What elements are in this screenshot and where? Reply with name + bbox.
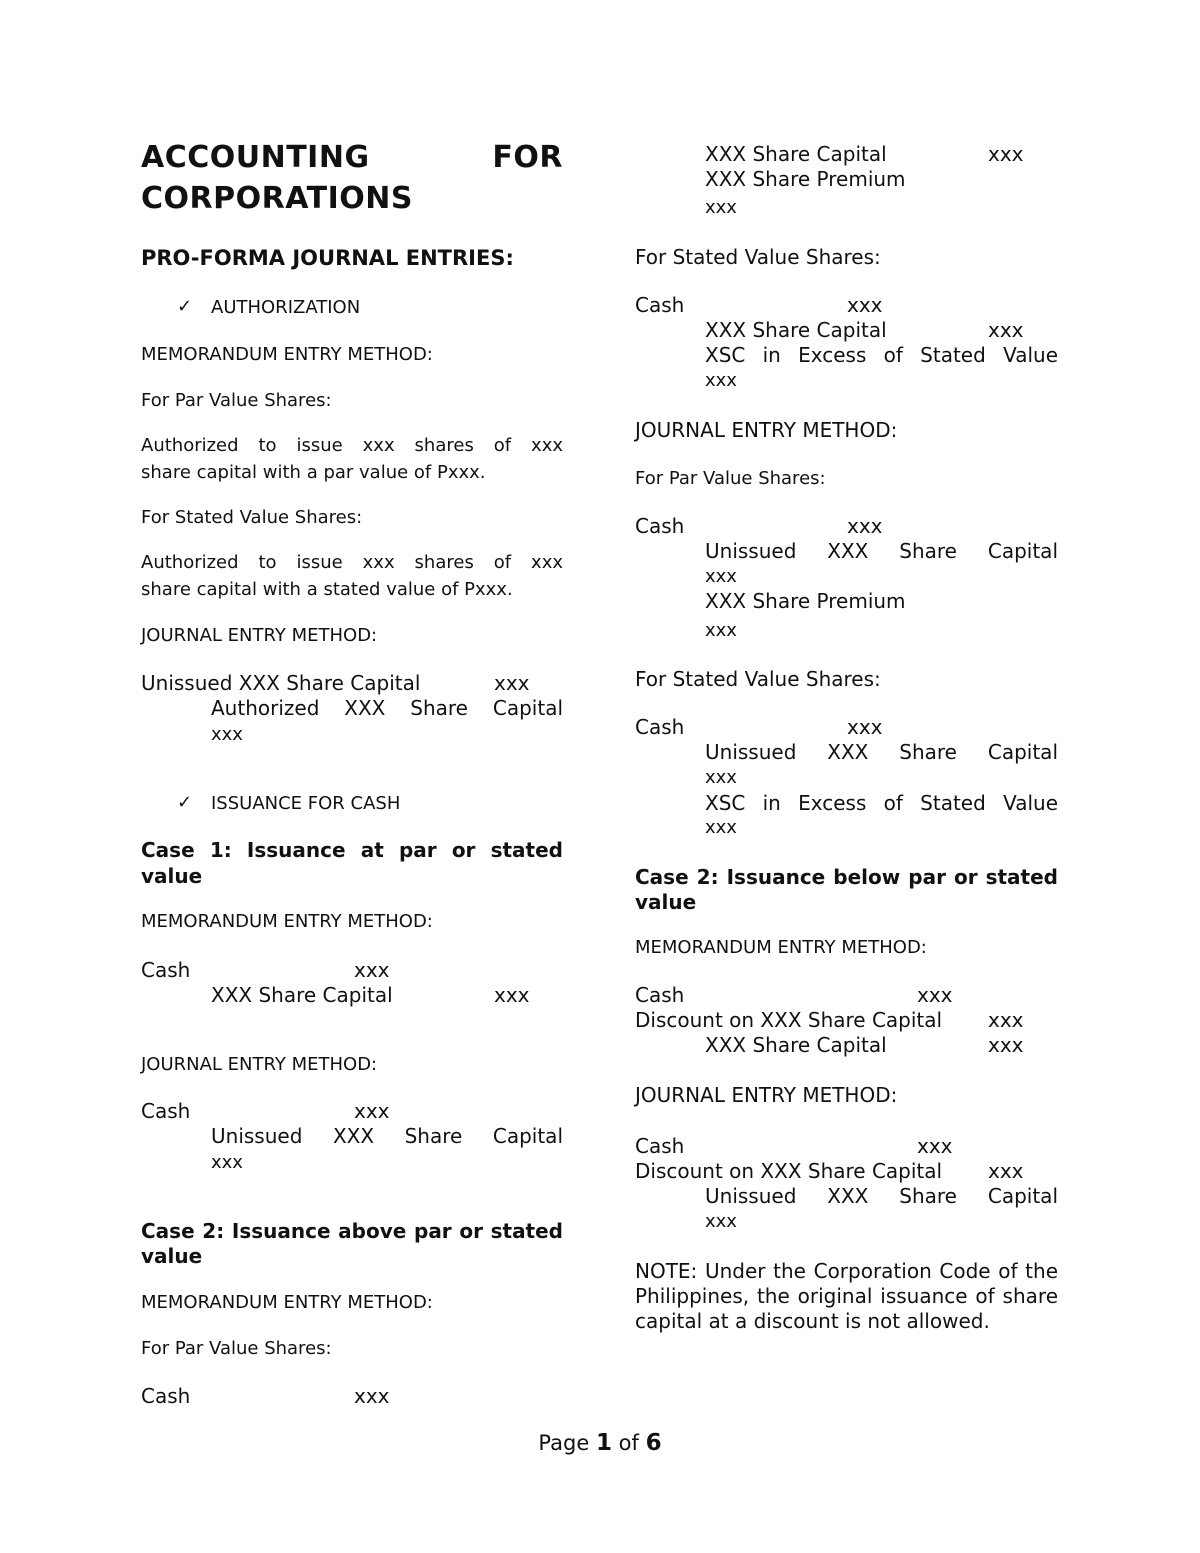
credit-amount: xxx [211,724,243,745]
cash-account: Cash [635,715,685,739]
share-capital-amount: xxx [988,142,1024,166]
cash-account: Cash [635,1134,685,1158]
discount-amount: xxx [988,1159,1024,1183]
note-paragraph: NOTE: Under the Corporation Code of the Philippines, the original issuance of share capital at a discount is not allowed. [635,1259,1058,1333]
case2-above-heading-cont: value [141,1244,203,1268]
checkmark-icon: ✓ [177,792,193,813]
cash-amount: xxx [847,293,883,317]
total-pages-number: 6 [645,1430,662,1456]
share-premium-account: XXX Share Premium [705,167,906,191]
page-footer [0,1430,1200,1456]
cash-account: Cash [141,958,191,982]
checkmark-icon: ✓ [177,296,193,317]
authorization-heading: AUTHORIZATION [211,297,361,318]
xsc-excess-amount: xxx [705,370,737,391]
share-premium-account: XXX Share Premium [705,589,906,613]
share-premium-amount: xxx [705,620,737,641]
case1-heading-cont: value [141,864,203,888]
title-line2: CORPORATIONS [141,181,413,216]
unissued-credit-amount: xxx [705,767,737,788]
cash-account: Cash [635,514,685,538]
authorized-par-line1: Authorized to issue xxx shares of xxx [141,435,563,456]
title-line1-left: ACCOUNTING [141,140,370,175]
of-label: of [618,1431,639,1455]
cash-account: Cash [141,1099,191,1123]
unissued-credit-amount: xxx [705,1211,737,1232]
cash-account: Cash [141,1384,191,1408]
issuance-cash-heading: ISSUANCE FOR CASH [211,793,401,814]
discount-amount: xxx [988,1008,1024,1032]
par-value-label: For Par Value Shares: [635,468,826,489]
stated-value-label: For Stated Value Shares: [635,245,881,269]
discount-account: Discount on XXX Share Capital [635,1159,943,1183]
authorized-stated-line2: share capital with a stated value of Pxxx. [141,579,513,600]
unissued-debit-account: Unissued XXX Share Capital [141,671,421,695]
journal-method-label: JOURNAL ENTRY METHOD: [635,1083,898,1107]
memo-method-label: MEMORANDUM ENTRY METHOD: [141,344,433,365]
debit-amount: xxx [494,671,530,695]
share-premium-amount: xxx [705,197,737,218]
case2-below-heading: Case 2: Issuance below par or stated [635,865,1058,889]
share-capital-account: XXX Share Capital [211,983,393,1007]
unissued-credit-account: Unissued XXX Share Capital [705,1184,1058,1208]
case2-above-heading: Case 2: Issuance above par or stated [141,1219,563,1243]
cash-amount: xxx [354,1384,390,1408]
share-capital-account: XXX Share Capital [705,1033,887,1057]
cash-amount: xxx [354,958,390,982]
authorized-par-line2: share capital with a par value of Pxxx. [141,462,486,483]
share-capital-account: XXX Share Capital [705,142,887,166]
cash-amount: xxx [917,983,953,1007]
memo-method-label: MEMORANDUM ENTRY METHOD: [141,911,433,932]
cash-amount: xxx [847,715,883,739]
authorized-stated-line1: Authorized to issue xxx shares of xxx [141,552,563,573]
case2-below-heading-cont: value [635,890,697,914]
cash-amount: xxx [847,514,883,538]
xsc-excess-amount: xxx [705,817,737,838]
unissued-credit-account: Unissued XXX Share Capital [211,1124,563,1148]
stated-value-label: For Stated Value Shares: [141,507,363,528]
stated-value-label: For Stated Value Shares: [635,667,881,691]
cash-amount: xxx [354,1099,390,1123]
journal-method-label: JOURNAL ENTRY METHOD: [141,1054,378,1075]
xsc-excess-account: XSC in Excess of Stated Value [705,343,1058,367]
authorized-credit-account: Authorized XXX Share Capital [211,696,563,720]
discount-account: Discount on XXX Share Capital [635,1008,943,1032]
current-page-number: 1 [595,1430,612,1456]
proforma-heading: PRO-FORMA JOURNAL ENTRIES: [141,246,514,270]
share-capital-account: XXX Share Capital [705,318,887,342]
unissued-credit-account: Unissued XXX Share Capital [705,539,1058,563]
journal-method-label: JOURNAL ENTRY METHOD: [141,625,378,646]
share-capital-amount: xxx [988,1033,1024,1057]
page-label: Page [538,1431,590,1455]
cash-amount: xxx [917,1134,953,1158]
memo-method-label: MEMORANDUM ENTRY METHOD: [635,937,927,958]
par-value-label: For Par Value Shares: [141,1338,332,1359]
unissued-credit-account: Unissued XXX Share Capital [705,740,1058,764]
xsc-excess-account: XSC in Excess of Stated Value [705,791,1058,815]
par-value-label: For Par Value Shares: [141,390,332,411]
share-capital-amount: xxx [988,318,1024,342]
unissued-credit-amount: xxx [705,566,737,587]
journal-method-label: JOURNAL ENTRY METHOD: [635,418,898,442]
cash-account: Cash [635,293,685,317]
cash-account: Cash [635,983,685,1007]
credit-amount: xxx [211,1152,243,1173]
case1-heading: Case 1: Issuance at par or stated [141,838,563,862]
memo-method-label: MEMORANDUM ENTRY METHOD: [141,1292,433,1313]
share-capital-amount: xxx [494,983,530,1007]
title-line1-right: FOR [492,140,563,175]
